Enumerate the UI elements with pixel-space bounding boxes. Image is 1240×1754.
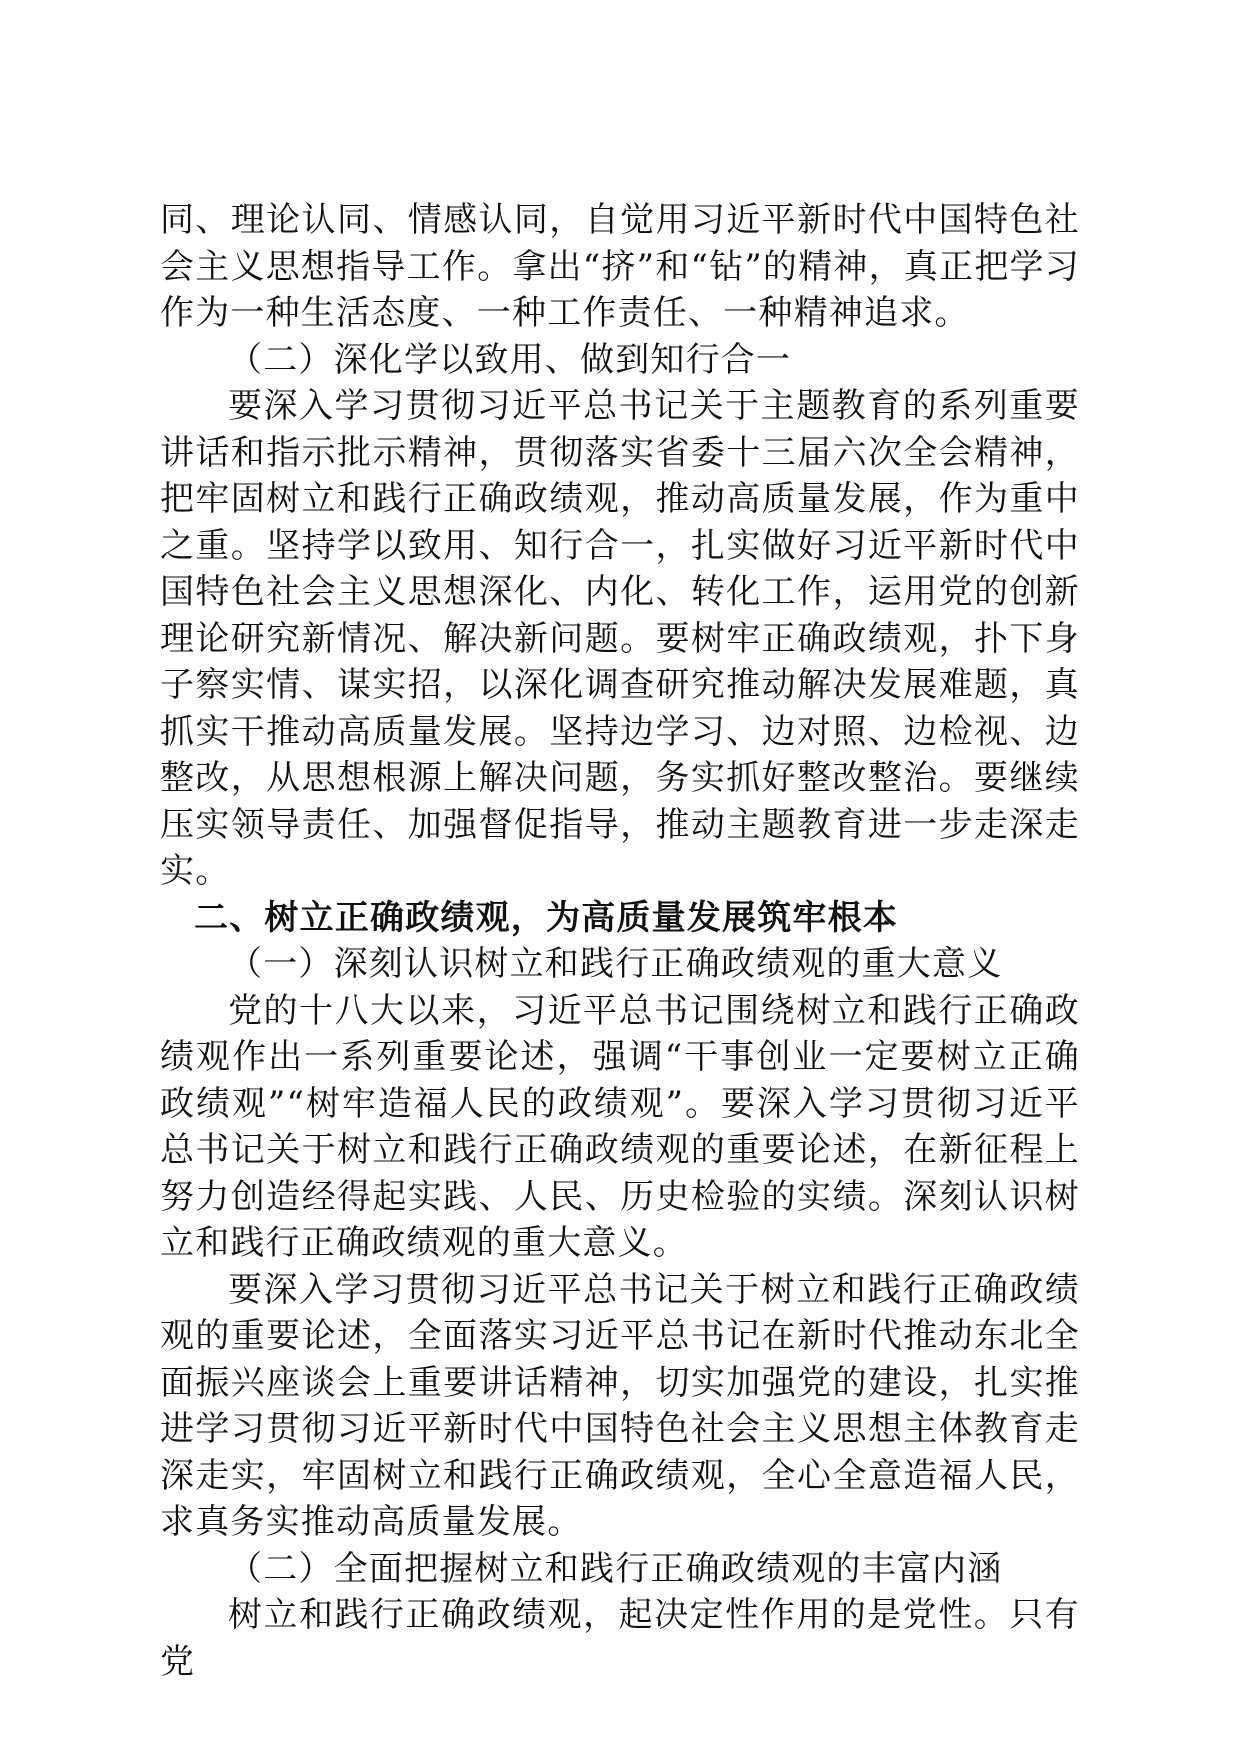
paragraph: 树立和践行正确政绩观，起决定性作用的是党性。只有党: [160, 1595, 1080, 1682]
sub-heading: （二）全面把握树立和践行正确政绩观的丰富内涵: [228, 1548, 1003, 1589]
paragraph: 党的十八大以来，习近平总书记围绕树立和践行正确政绩观作出一系列重要论述，强调“干事创业一定要树立正确政绩观”“树牢造福人民的政绩观”。要深入学习贯彻习近平总书记关于树立和践行正确政绩观的重要论述，在新征程上努力创造经得起实践、人民、历史检验的实绩。深刻认识树立和践行正确政绩观的重大意义。: [160, 990, 1080, 1263]
paragraph-continued: 同、理论认同、情感认同，自觉用习近平新时代中国特色社会主义思想指导工作。拿出“挤”和“钻”的精神，真正把学习作为一种生活态度、一种工作责任、一种精神追求。: [160, 200, 1080, 333]
sub-heading: （二）深化学以致用、做到知行合一: [228, 339, 792, 380]
paragraph: 要深入学习贯彻习近平总书记关于树立和践行正确政绩观的重要论述，全面落实习近平总书记在新时代推动东北全面振兴座谈会上重要讲话精神，切实加强党的建设，扎实推进学习贯彻习近平新时代中国特色社会主义思想主体教育走深走实，牢固树立和践行正确政绩观，全心全意造福人民，求真务实推动高质量发展。: [160, 1269, 1080, 1542]
sub-heading: （一）深刻认识树立和践行正确政绩观的重大意义: [228, 944, 1003, 984]
paragraph: 要深入学习贯彻习近平总书记关于主题教育的系列重要讲话和指示批示精神，贯彻落实省委十三届六次全会精神，把牢固树立和践行正确政绩观，推动高质量发展，作为重中之重。坚持学以致用、知行合一，扎实做好习近平新时代中国特色社会主义思想深化、内化、转化工作，运用党的创新理论研究新情况、解决新问题。要树牢正确政绩观，扑下身子察实情、谋实招，以深化调查研究推动解决发展难题，真抓实干推动高质量发展。坚持边学习、边对照、边检视、边整改，从思想根源上解决问题，务实抓好整改整治。要继续压实领导责任、加强督促指导，推动主题教育进一步走深走实。: [160, 386, 1080, 891]
document-page: [160, 197, 1080, 1685]
section-heading: 二、树立正确政绩观，为高质量发展筑牢根本: [194, 897, 898, 938]
